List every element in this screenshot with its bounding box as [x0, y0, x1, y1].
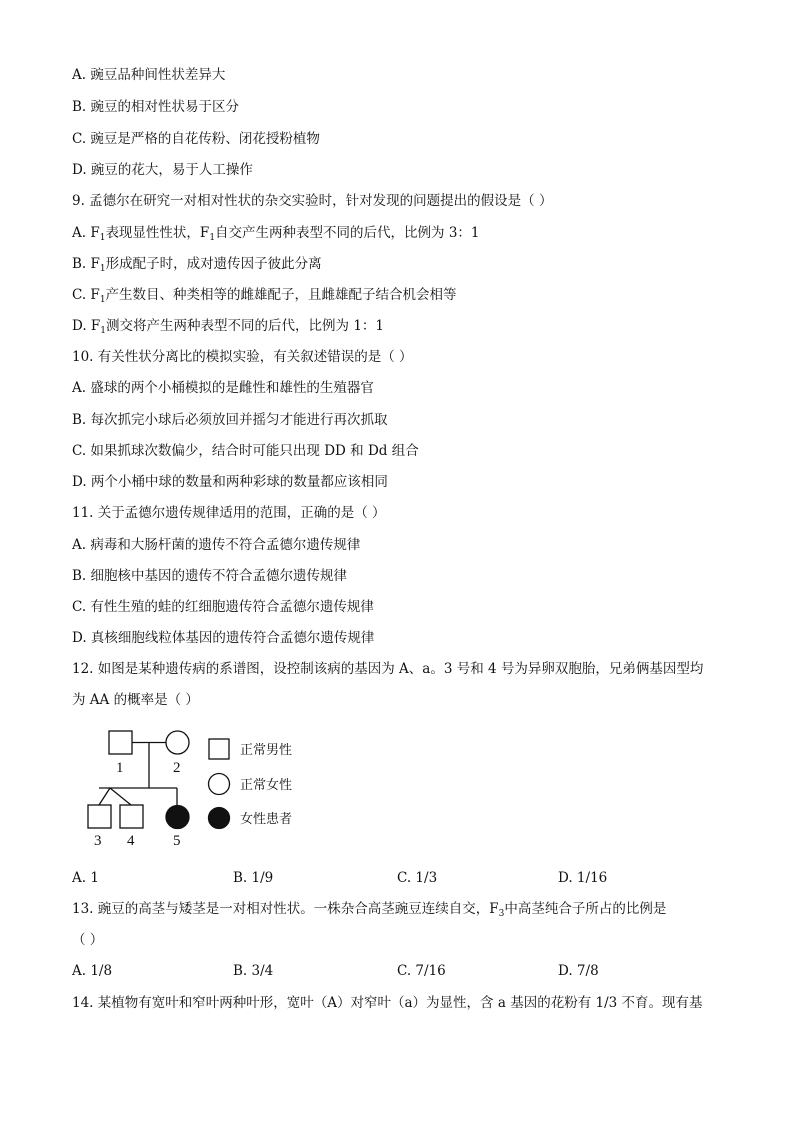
q8-option-b: B. 豌豆的相对性状易于区分 — [72, 99, 240, 115]
q9-stem: 9. 孟德尔在研究一对相对性状的杂交实验时，针对发现的问题提出的假设是（ ） — [72, 193, 553, 209]
legend-female-icon — [209, 774, 230, 795]
q11-stem: 11. 关于孟德尔遗传规律适用的范围，正确的是（ ） — [72, 505, 386, 521]
q8-option-a: A. 豌豆品种间性状差异大 — [72, 67, 226, 83]
q13-stem: 13. 豌豆的高茎与矮茎是一对相对性状。一株杂合高茎豌豆连续自交，$F_3$中高茎纯合子所占的比例是 — [72, 901, 667, 919]
q9-option-a: A. $F_1$表现显性性状，$F_1$自交产生两种表型不同的后代，比例为 3：1 — [72, 225, 480, 243]
q12-option-d: D. 1/16 — [558, 870, 608, 886]
q11-option-c: C. 有性生殖的蛙的红细胞遗传符合孟德尔遗传规律 — [72, 599, 374, 615]
q10-option-b: B. 每次抓完小球后必须放回并摇匀才能进行再次抓取 — [72, 412, 388, 428]
q8-option-d: D. 豌豆的花大，易于人工操作 — [72, 162, 253, 178]
q11-option-a: A. 病毒和大肠杆菌的遗传不符合孟德尔遗传规律 — [72, 537, 361, 553]
q11-option-b: B. 细胞核中基因的遗传不符合孟德尔遗传规律 — [72, 568, 348, 584]
q13-option-c: C. 7/16 — [397, 963, 446, 979]
q14-stem: 14. 某植物有宽叶和窄叶两种叶形，宽叶（A）对窄叶（a）为显性，含 a 基因的花粉有 1/3 不育。现有基 — [72, 995, 703, 1011]
q9-option-d: D. $F_1$测交将产生两种表型不同的后代，比例为 1：1 — [72, 318, 385, 336]
q9-option-b: B. $F_1$形成配子时，成对遗传因子彼此分离 — [72, 256, 322, 274]
pedigree-female-5-affected — [166, 806, 189, 829]
q12-option-a: A. 1 — [72, 870, 99, 886]
q10-stem: 10. 有关性状分离比的模拟实验，有关叙述错误的是（ ） — [72, 349, 413, 365]
pedigree-number-4: 4 — [127, 833, 135, 849]
legend-affected-female-icon — [209, 808, 230, 829]
pedigree-number-5: 5 — [173, 833, 181, 849]
pedigree-male-4 — [120, 805, 143, 828]
q10-option-c: C. 如果抓球次数偏少，结合时可能只出现 DD 和 Dd 组合 — [72, 443, 419, 459]
q11-option-d: D. 真核细胞线粒体基因的遗传符合孟德尔遗传规律 — [72, 630, 375, 646]
q13-option-b: B. 3/4 — [233, 963, 274, 979]
legend-male-icon — [209, 739, 229, 759]
pedigree-male-1 — [109, 731, 132, 754]
q13-stem-continued: （ ） — [72, 932, 104, 948]
pedigree-number-1: 1 — [116, 760, 124, 776]
q12-stem-continued: 为 AA 的概率是（ ） — [72, 692, 199, 708]
legend-label-affected-female: 女性患者 — [240, 811, 293, 826]
q12-option-c: C. 1/3 — [397, 870, 438, 886]
pedigree-number-2: 2 — [173, 760, 181, 776]
q12-option-b: B. 1/9 — [233, 870, 274, 886]
q9-option-c: C. $F_1$产生数目、种类相等的雌雄配子，且雌雄配子结合机会相等 — [72, 287, 457, 305]
legend-label-normal-male: 正常男性 — [240, 742, 293, 757]
legend-label-normal-female: 正常女性 — [240, 777, 293, 792]
q10-option-a: A. 盛球的两个小桶模拟的是雌性和雄性的生殖器官 — [72, 380, 374, 396]
q12-stem: 12. 如图是某种遗传病的系谱图，设控制该病的基因为 A、a。3 号和 4 号为异卵双胞胎，兄弟俩基因型均 — [72, 661, 704, 677]
q13-option-d: D. 7/8 — [558, 963, 599, 979]
pedigree-chart — [80, 726, 320, 856]
pedigree-number-3: 3 — [94, 833, 102, 849]
q10-option-d: D. 两个小桶中球的数量和两种彩球的数量都应该相同 — [72, 474, 388, 490]
pedigree-male-3 — [88, 805, 111, 828]
q13-option-a: A. 1/8 — [72, 963, 113, 979]
q8-option-c: C. 豌豆是严格的自花传粉、闭花授粉植物 — [72, 131, 320, 147]
pedigree-female-2 — [166, 731, 189, 754]
